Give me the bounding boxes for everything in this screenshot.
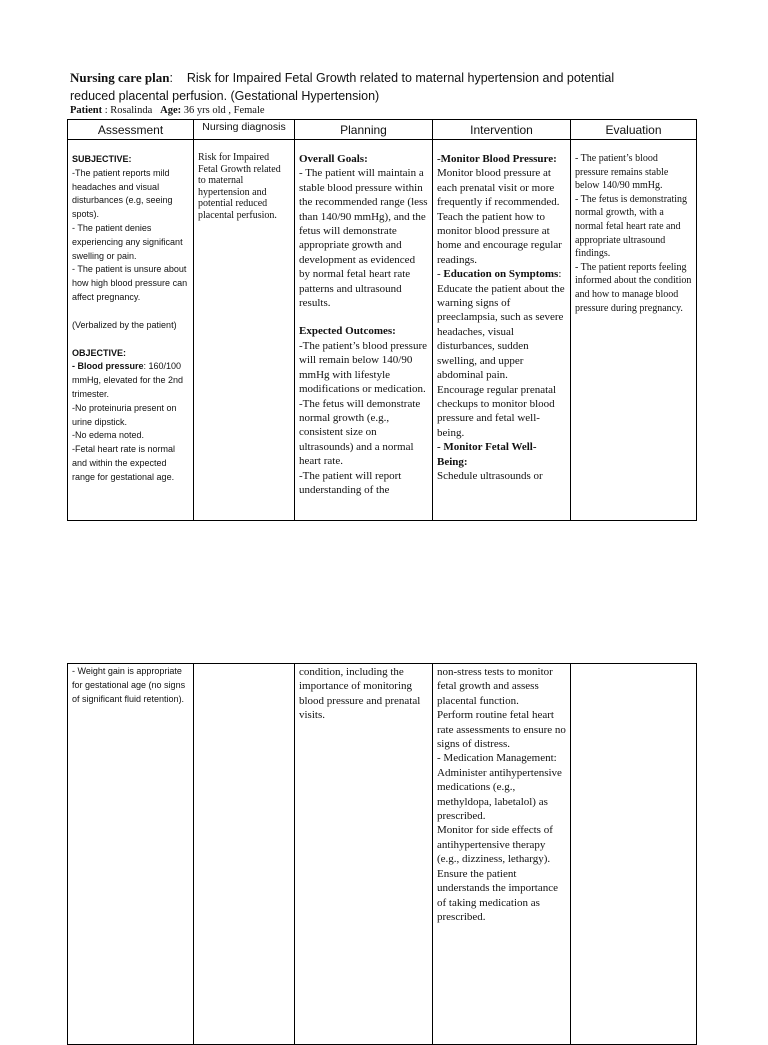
overall-goals-text: - The patient will maintain a stable blood pressure within the recommended range (less than 140/90 mmHg), and the fetus will demonstrate appropriate growth and development as evidenced by normal fetal heart rate patterns and ultrasound results. xyxy=(299,167,428,310)
table-header-row xyxy=(68,120,697,140)
intervention-cell xyxy=(433,140,571,521)
intervention-item: Monitor for side effects of antihypertensive therapy (e.g., dizziness, lethargy). xyxy=(437,824,553,866)
outcome-item: -The fetus will demonstrate normal growth (e.g., consistent size on ultrasounds) and a normal heart rate. xyxy=(299,397,421,468)
intervention-item: Encourage regular prenatal checkups to monitor blood pressure and fetal well-being. xyxy=(437,383,557,439)
evaluation-item: - The patient reports feeling informed about the condition and how to manage blood pressure during pregnancy. xyxy=(575,261,692,314)
objective-item xyxy=(72,360,189,401)
expected-outcomes-label: Expected Outcomes: xyxy=(299,325,396,338)
patient-label: Patient xyxy=(70,105,103,116)
document-subtitle xyxy=(70,88,710,104)
planning-cell xyxy=(295,140,433,521)
table-row xyxy=(68,664,697,1045)
diagnosis-cell xyxy=(194,664,295,1045)
intervention-item: non-stress tests to monitor fetal growth and assess placental function. xyxy=(437,666,553,707)
verbalized-note: (Verbalized by the patient) xyxy=(72,319,177,330)
bp-value: : 160/100 mmHg, elevated for the 2nd trimester. xyxy=(72,361,184,399)
care-plan-table-continued xyxy=(67,663,697,1045)
assessment-cell xyxy=(68,664,194,1045)
intervention-heading: -Monitor Blood Pressure: xyxy=(437,153,557,165)
intervention-heading: - Monitor Fetal Well-Being: xyxy=(437,441,537,468)
intervention-item: Schedule ultrasounds or xyxy=(437,469,543,482)
subjective-item: - The patient denies experiencing any significant swelling or pain. xyxy=(72,222,183,261)
table-row xyxy=(68,140,697,521)
objective-item: -No edema noted. xyxy=(72,430,145,441)
title-line-1: Risk for Impaired Fetal Growth related to maternal hypertension and potential xyxy=(186,71,615,85)
objective-item: - Weight gain is appropriate for gestational age (no signs of significant fluid retention). xyxy=(72,666,186,704)
assessment-cell xyxy=(68,140,194,521)
column-header-planning: Planning xyxy=(295,120,433,140)
patient-info xyxy=(70,105,265,116)
subjective-item: -The patient reports mild headaches and visual disturbances (e.g, seeing spots). xyxy=(72,167,173,220)
document-title xyxy=(70,70,710,86)
outcome-item: -The patient’s blood pressure will remain below 140/90 mmHg with lifestyle modifications or medication. xyxy=(299,339,427,396)
outcome-item: condition, including the importance of monitoring blood pressure and prenatal visits. xyxy=(299,666,421,722)
evaluation-item: - The patient’s blood pressure remains stable below 140/90 mmHg. xyxy=(575,153,669,192)
objective-label: OBJECTIVE: xyxy=(72,347,127,358)
intervention-item: Ensure the patient understands the importance of taking medication as prescribed. xyxy=(437,867,558,923)
column-header-intervention: Intervention xyxy=(433,120,571,140)
diagnosis-text: Risk for Impaired Fetal Growth related to maternal hypertension and potential reduced placental perfusion. xyxy=(198,152,281,221)
column-header-diagnosis: Nursing diagnosis xyxy=(194,120,295,140)
intervention-item: Educate the patient about the warning signs of preeclampsia, such as severe headaches, visual disturbances, sudden swelling, and upper abdominal pain. xyxy=(437,282,565,382)
objective-item: -Fetal heart rate is normal and within the expected range for gestational age. xyxy=(72,444,176,482)
age-label: Age: xyxy=(160,105,182,116)
outcome-item: -The patient will report understanding of the xyxy=(299,469,402,496)
intervention-cell xyxy=(433,664,571,1045)
overall-goals-label: Overall Goals: xyxy=(299,153,368,165)
objective-item: -No proteinuria present on urine dipstick. xyxy=(72,402,177,427)
subjective-label: SUBJECTIVE: xyxy=(72,154,132,164)
title-colon: : xyxy=(169,71,173,85)
intervention-item: Perform routine fetal heart rate assessments to ensure no signs of distress. xyxy=(437,709,566,751)
evaluation-cell xyxy=(571,664,697,1045)
intervention-heading: - Education on Symptoms: xyxy=(437,268,562,281)
subjective-item: - The patient is unsure about how high blood pressure can affect pregnancy. xyxy=(72,264,188,302)
planning-cell xyxy=(295,664,433,1045)
intervention-item: - Medication Management: Administer antihypertensive medications (e.g., methyldopa, labetalol) as prescribed. xyxy=(437,752,562,823)
intervention-item: Teach the patient how to monitor blood pressure at home and encourage regular readings. xyxy=(437,210,562,266)
intervention-item: Monitor blood pressure at each prenatal visit or more frequently if recommended. xyxy=(437,167,560,209)
patient-name: : Rosalinda xyxy=(104,105,153,116)
care-plan-table xyxy=(67,119,697,521)
evaluation-cell xyxy=(571,140,697,521)
bp-label: - Blood pressure xyxy=(72,361,144,372)
evaluation-item: - The fetus is demonstrating normal growth, with a normal fetal heart rate and appropriate ultrasound findings. xyxy=(575,193,688,260)
column-header-evaluation: Evaluation xyxy=(571,120,697,140)
title-line-2: reduced placental perfusion. (Gestational Hypertension) xyxy=(70,89,380,103)
title-lead: Nursing care plan xyxy=(70,70,170,85)
age-value: 36 yrs old , Female xyxy=(183,105,265,116)
column-header-assessment: Assessment xyxy=(68,120,194,140)
diagnosis-cell xyxy=(194,140,295,521)
